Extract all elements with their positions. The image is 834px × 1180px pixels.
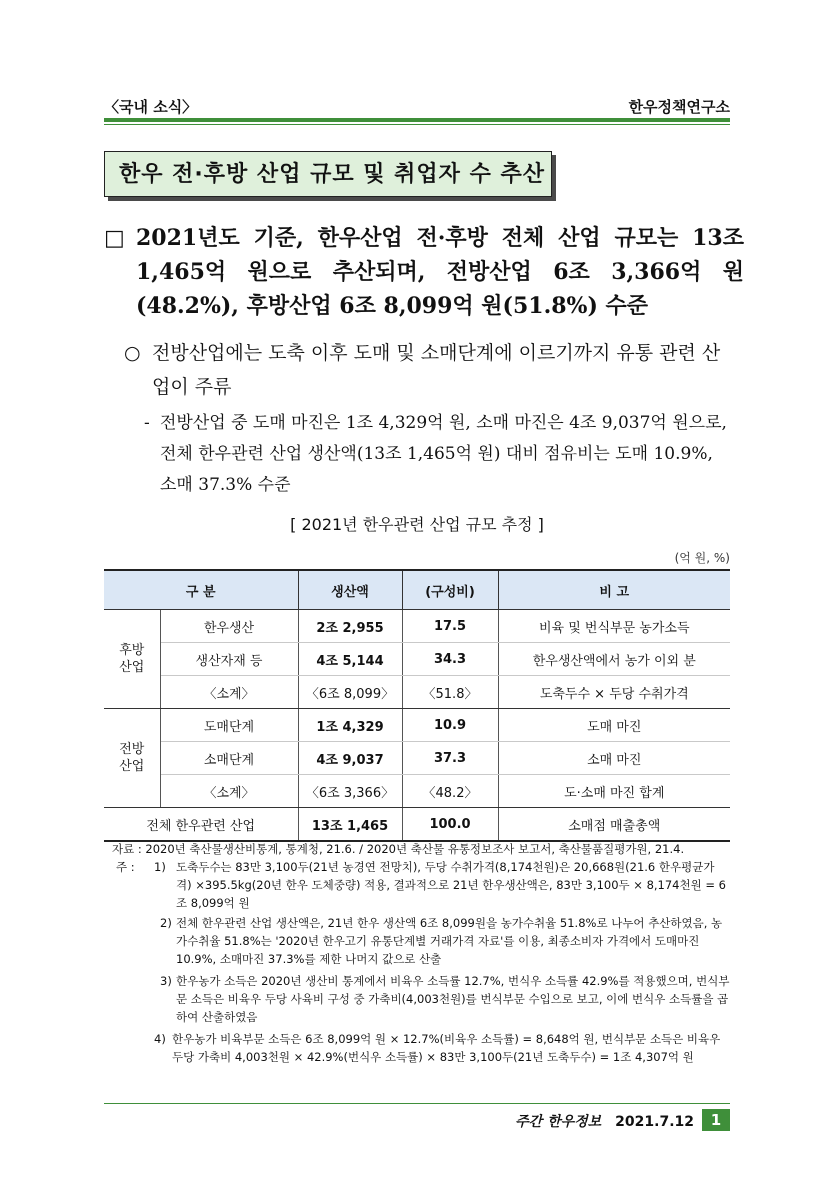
col-header-category: 구 분 xyxy=(104,570,298,610)
org-name: 한우정책연구소 xyxy=(628,98,730,116)
footnote-4 xyxy=(154,1030,730,1066)
row-share: 37.3 xyxy=(402,742,498,775)
footnote-text: 도축두수는 83만 3,100두(21년 농경연 전망치), 두당 수취가격(8,174천원)은 20,668원(21.6 한우평균가격) ×395.5kg(20년 한우 도체중량) 적용, 결과적으로 21년 한우생산액은, 83만 3,100두 × 8,174천원 = 6조 8,099억 원 xyxy=(176,860,726,910)
total-share: 100.0 xyxy=(402,808,498,842)
col-header-value: 생산액 xyxy=(298,570,402,610)
col-header-share: (구성비) xyxy=(402,570,498,610)
footer-info xyxy=(515,1111,694,1131)
table-row xyxy=(104,709,730,742)
table-row xyxy=(104,643,730,676)
row-value: 4조 5,144 xyxy=(298,643,402,676)
row-note: 도축두수 × 두당 수취가격 xyxy=(498,676,730,709)
col-header-note: 비 고 xyxy=(498,570,730,610)
table-caption: [ 2021년 한우관련 산업 규모 추정 ] xyxy=(290,515,544,534)
dash-bullet xyxy=(144,408,734,501)
footnote-number: 1) xyxy=(154,860,166,874)
footer-rule xyxy=(104,1103,730,1104)
row-value: 2조 2,955 xyxy=(298,610,402,643)
group-label-backward: 후방 산업 xyxy=(104,610,160,709)
footnote-2 xyxy=(160,914,730,968)
row-share: 〈51.8〉 xyxy=(402,676,498,709)
industry-size-table xyxy=(104,569,730,842)
row-note: 한우생산액에서 농가 이외 분 xyxy=(498,643,730,676)
row-item: 생산자재 등 xyxy=(160,643,298,676)
group-label-forward: 전방 산업 xyxy=(104,709,160,808)
footnote-1 xyxy=(154,858,730,912)
footnote-number: 3) xyxy=(160,974,172,988)
row-note: 도매 마진 xyxy=(498,709,730,742)
row-item: 〈소계〉 xyxy=(160,775,298,808)
row-share: 10.9 xyxy=(402,709,498,742)
dash-bullet-text: 전방산업 중 도매 마진은 1조 4,329억 원, 소매 마진은 4조 9,037억 원으로, 전체 한우관련 산업 생산액(13조 1,465억 원) 대비 점유비는 도매 10.9%, 소매 37.3% 수준 xyxy=(160,413,727,495)
row-item: 소매단계 xyxy=(160,742,298,775)
total-note: 소매점 매출총액 xyxy=(498,808,730,842)
row-value: 1조 4,329 xyxy=(298,709,402,742)
row-note: 소매 마진 xyxy=(498,742,730,775)
subtotal-row xyxy=(104,676,730,709)
table-unit: (억 원, %) xyxy=(674,551,730,565)
subtotal-row xyxy=(104,775,730,808)
publication-date: 2021.7.12 xyxy=(615,1114,694,1130)
sub-bullet xyxy=(124,336,734,404)
source-note: 자료 : 2020년 축산물생산비통계, 통계청, 21.6. / 2020년 축산물 유통정보조사 보고서, 축산물품질평가원, 21.4. xyxy=(112,842,685,856)
row-note: 도·소매 마진 합계 xyxy=(498,775,730,808)
row-value: 4조 9,037 xyxy=(298,742,402,775)
row-item: 도매단계 xyxy=(160,709,298,742)
square-bullet-icon: □ xyxy=(104,225,125,251)
row-value: 〈6조 3,366〉 xyxy=(298,775,402,808)
row-value: 〈6조 8,099〉 xyxy=(298,676,402,709)
header-rule-thin xyxy=(104,124,730,125)
footnote-text: 한우농가 소득은 2020년 생산비 통계에서 비육우 소득률 12.7%, 번식우 소득률 42.9%를 적용했으며, 번식부문 소득은 비육우 두당 사육비 구성 중 가축비(4,003천원)를 번식부문 수입으로 보고, 이에 번식우 소득률을 곱하여 산출하였음 xyxy=(176,974,730,1024)
table-header-row xyxy=(104,570,730,610)
row-share: 34.3 xyxy=(402,643,498,676)
circle-bullet-icon: ○ xyxy=(124,342,141,364)
publication-name: 주간 한우정보 xyxy=(515,1114,602,1130)
total-value: 13조 1,465 xyxy=(298,808,402,842)
footnote-number: 4) xyxy=(154,1032,166,1046)
main-bullet-text: 2021년도 기준, 한우산업 전·후방 전체 산업 규모는 13조 1,465억 원으로 추산되며, 전방산업 6조 3,366억 원(48.2%), 후방산업 6조 8,099억 원(51.8%) 수준 xyxy=(136,225,744,319)
page-number: 1 xyxy=(702,1109,730,1131)
dash-bullet-icon: - xyxy=(144,413,150,433)
table-row xyxy=(104,610,730,643)
footnote-3 xyxy=(160,972,730,1026)
header-rule xyxy=(104,118,730,122)
notes-prefix: 주 : xyxy=(116,860,135,874)
row-share: 〈48.2〉 xyxy=(402,775,498,808)
table-row xyxy=(104,742,730,775)
footnote-text: 한우농가 비육부문 소득은 6조 8,099억 원 × 12.7%(비육우 소득률) = 8,648억 원, 번식부문 소득은 비육우 두당 가축비 4,003천원 × 42.9%(번식우 소득률) × 83만 3,100두(21년 도축두수) = 1조 4,307억 원 xyxy=(172,1032,721,1064)
row-note: 비육 및 번식부문 농가소득 xyxy=(498,610,730,643)
total-item: 전체 한우관련 산업 xyxy=(104,808,298,842)
section-label: 〈국내 소식〉 xyxy=(104,98,198,116)
row-share: 17.5 xyxy=(402,610,498,643)
row-item: 한우생산 xyxy=(160,610,298,643)
footnote-number: 2) xyxy=(160,916,172,930)
article-title: 한우 전·후방 산업 규모 및 취업자 수 추산 xyxy=(104,151,552,197)
footnote-text: 전체 한우관련 산업 생산액은, 21년 한우 생산액 6조 8,099원을 농가수취율 51.8%로 나누어 추산하였음, 농가수취율 51.8%는 '2020년 한우고기 유통단계별 거래가격 자료'를 이용, 최종소비자 가격에서 도매마진 10.9%, 소매마진 37.3%를 제한 나머지 값으로 산출 xyxy=(176,916,723,966)
total-row xyxy=(104,808,730,842)
sub-bullet-text: 전방산업에는 도축 이후 도매 및 소매단계에 이르기까지 유통 관련 산업이 주류 xyxy=(152,342,721,398)
row-item: 〈소계〉 xyxy=(160,676,298,709)
main-bullet xyxy=(104,221,744,323)
